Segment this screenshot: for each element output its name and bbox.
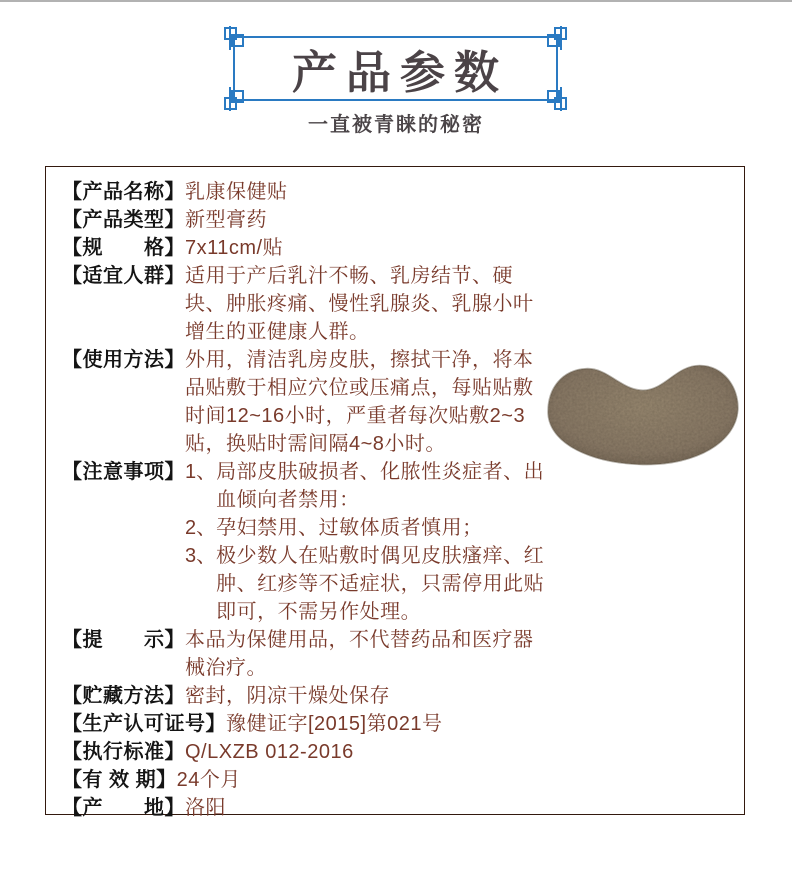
breast-health-patch-photo bbox=[545, 360, 741, 468]
precaution-text: 孕妇禁用、过敏体质者慎用； bbox=[216, 517, 483, 539]
spec-value: 乳康保健贴 bbox=[185, 181, 288, 203]
spec-row-tip bbox=[62, 626, 734, 682]
spec-row-suitable-people bbox=[62, 262, 734, 346]
spec-value: 7x11cm/贴 bbox=[185, 237, 284, 259]
precaution-list bbox=[185, 458, 557, 626]
spec-row-product-type bbox=[62, 206, 734, 234]
spec-label: 【有 效 期】 bbox=[62, 769, 177, 791]
spec-row-shelf-life bbox=[62, 766, 734, 794]
spec-label: 【贮藏方法】 bbox=[62, 685, 185, 707]
spec-label: 【规 格】 bbox=[62, 237, 185, 259]
spec-row-storage bbox=[62, 682, 734, 710]
page-subtitle: 一直被青睐的秘密 bbox=[308, 114, 484, 136]
spec-row-specification bbox=[62, 234, 734, 262]
spec-label: 【产品类型】 bbox=[62, 209, 185, 231]
patch-shape bbox=[548, 366, 738, 465]
spec-panel bbox=[45, 166, 745, 819]
spec-value: 洛阳 bbox=[185, 797, 226, 819]
spec-value: 适用于产后乳汁不畅、乳房结节、硬块、肿胀疼痛、慢性乳腺炎、乳腺小叶增生的亚健康人群。 bbox=[185, 265, 534, 343]
spec-row-standard bbox=[62, 738, 734, 766]
precaution-item bbox=[185, 542, 557, 626]
spec-label: 【执行标准】 bbox=[62, 741, 185, 763]
top-divider-rule bbox=[0, 0, 792, 2]
precaution-item bbox=[185, 458, 557, 514]
spec-label: 【生产认可证号】 bbox=[62, 713, 226, 735]
spec-row-product-name bbox=[62, 178, 734, 206]
precaution-item bbox=[185, 514, 557, 542]
precaution-text: 局部皮肤破损者、化脓性炎症者、出血倾向者禁用： bbox=[216, 461, 545, 511]
spec-row-precautions bbox=[62, 458, 734, 626]
precaution-number: 3、 bbox=[185, 545, 217, 567]
spec-value: 豫健证字[2015]第021号 bbox=[226, 713, 443, 735]
spec-label: 【使用方法】 bbox=[62, 349, 185, 371]
spec-label: 【产 地】 bbox=[62, 797, 185, 819]
spec-row-license-number bbox=[62, 710, 734, 738]
title-frame bbox=[233, 36, 558, 101]
spec-label: 【提 示】 bbox=[62, 629, 185, 651]
spec-value: 新型膏药 bbox=[185, 209, 267, 231]
precaution-text: 极少数人在贴敷时偶见皮肤瘙痒、红肿、红疹等不适症状，只需停用此贴即可，不需另作处理。 bbox=[216, 545, 545, 623]
spec-label: 【适宜人群】 bbox=[62, 265, 185, 287]
spec-value: Q/LXZB 012-2016 bbox=[185, 741, 354, 763]
page-title: 产品参数 bbox=[291, 48, 508, 98]
spec-row-origin bbox=[62, 794, 734, 822]
precaution-number: 2、 bbox=[185, 517, 217, 539]
frame-corner-ornament-icon bbox=[223, 26, 247, 50]
spec-value: 本品为保健用品，不代替药品和医疗器械治疗。 bbox=[185, 629, 534, 679]
precaution-number: 1、 bbox=[185, 461, 217, 483]
frame-corner-ornament-icon bbox=[544, 26, 568, 50]
spec-label: 【注意事项】 bbox=[62, 461, 185, 483]
spec-value: 密封，阴凉干燥处保存 bbox=[185, 685, 390, 707]
spec-value: 外用，清洁乳房皮肤，擦拭干净，将本品贴敷于相应穴位或压痛点，每贴贴敷时间12~16小时，严重者每次贴敷2~3贴，换贴时需间隔4~8小时。 bbox=[185, 349, 534, 455]
spec-label: 【产品名称】 bbox=[62, 181, 185, 203]
spec-value: 24个月 bbox=[176, 769, 241, 791]
